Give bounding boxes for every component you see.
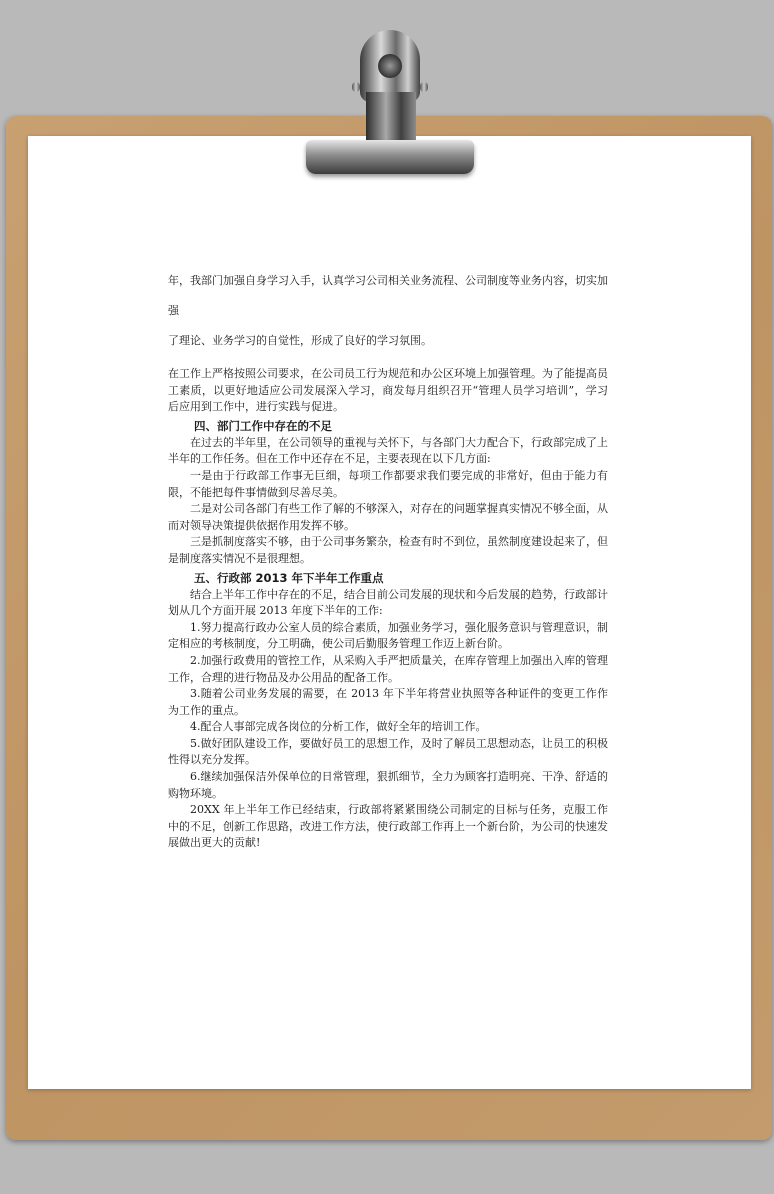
- binder-clip-icon: [300, 22, 480, 180]
- intro-paragraph: 在工作上严格按照公司要求，在公司员工行为规范和办公区环境上加强管理。为了能提高员工素质，以更好地适应公司发展深入学习，商发每月组织召开“管理人员学习培训”，学习后应用到工作中，进行实践与促进。: [168, 367, 608, 414]
- clip-neck: [366, 92, 416, 144]
- clip-hole: [378, 54, 402, 78]
- list-item: 1.努力提高行政办公室人员的综合素质，加强业务学习，强化服务意识与管理意识，制定相应的考核制度，分工明确，使公司后勤服务管理工作迈上新台阶。: [168, 620, 608, 651]
- document-body: [168, 266, 608, 852]
- clip-pin-left: [352, 82, 360, 92]
- list-item: 5.做好团队建设工作，要做好员工的思想工作，及时了解员工思想动态，让员工的积极性得以充分发挥。: [168, 736, 608, 767]
- list-item: 4.配合人事部完成各岗位的分析工作，做好全年的培训工作。: [190, 720, 487, 734]
- paragraph: 二是对公司各部门有些工作了解的不够深入，对存在的问题掌握真实情况不够全面，从而对领导决策提供依据作用发挥不够。: [168, 502, 608, 532]
- clip-pin-right: [420, 82, 428, 92]
- intro-line: 年，我部门加强自身学习入手，认真学习公司相关业务流程、公司制度等业务内容，切实加强: [168, 274, 608, 317]
- intro-line: 了理论、业务学习的自觉性，形成了良好的学习氛围。: [168, 334, 432, 347]
- section-heading: 四、部门工作中存在的不足: [194, 418, 332, 433]
- closing-paragraph: 20XX 年上半年工作已经结束，行政部将紧紧围绕公司制定的目标与任务，克服工作中的不足，创新工作思路，改进工作方法，使行政部工作再上一个新台阶，为公司的快速发展做出更大的贡献!: [168, 803, 608, 850]
- clip-base: [306, 140, 474, 174]
- paragraph: 三是抓制度落实不够，由于公司事务繁杂，检查有时不到位，虽然制度建设起来了，但是制度落实情况不是很理想。: [168, 535, 608, 565]
- paragraph: 结合上半年工作中存在的不足，结合目前公司发展的现状和今后发展的趋势，行政部计划从几个方面开展 2013 年度下半年的工作:: [168, 587, 608, 618]
- paragraph: 在过去的半年里，在公司领导的重视与关怀下，与各部门大力配合下，行政部完成了上半年的工作任务。但在工作中还存在不足，主要表现在以下几方面:: [168, 435, 608, 466]
- list-item: 3.随着公司业务发展的需要，在 2013 年下半年将营业执照等各种证件的变更工作作为工作的重点。: [168, 687, 608, 717]
- section-heading: 五、行政部 2013 年下半年工作重点: [194, 570, 384, 585]
- list-item: 6.继续加强保洁外保单位的日常管理，狠抓细节，全力为顾客打造明亮、干净、舒适的购物环境。: [168, 770, 608, 800]
- list-item: 2.加强行政费用的管控工作，从采购入手严把质量关，在库存管理上加强出入库的管理工作，合理的进行物品及办公用品的配备工作。: [168, 653, 608, 684]
- paragraph: 一是由于行政部工作事无巨细，每项工作都要求我们要完成的非常好，但由于能力有限，不能把每件事情做到尽善尽美。: [168, 468, 608, 499]
